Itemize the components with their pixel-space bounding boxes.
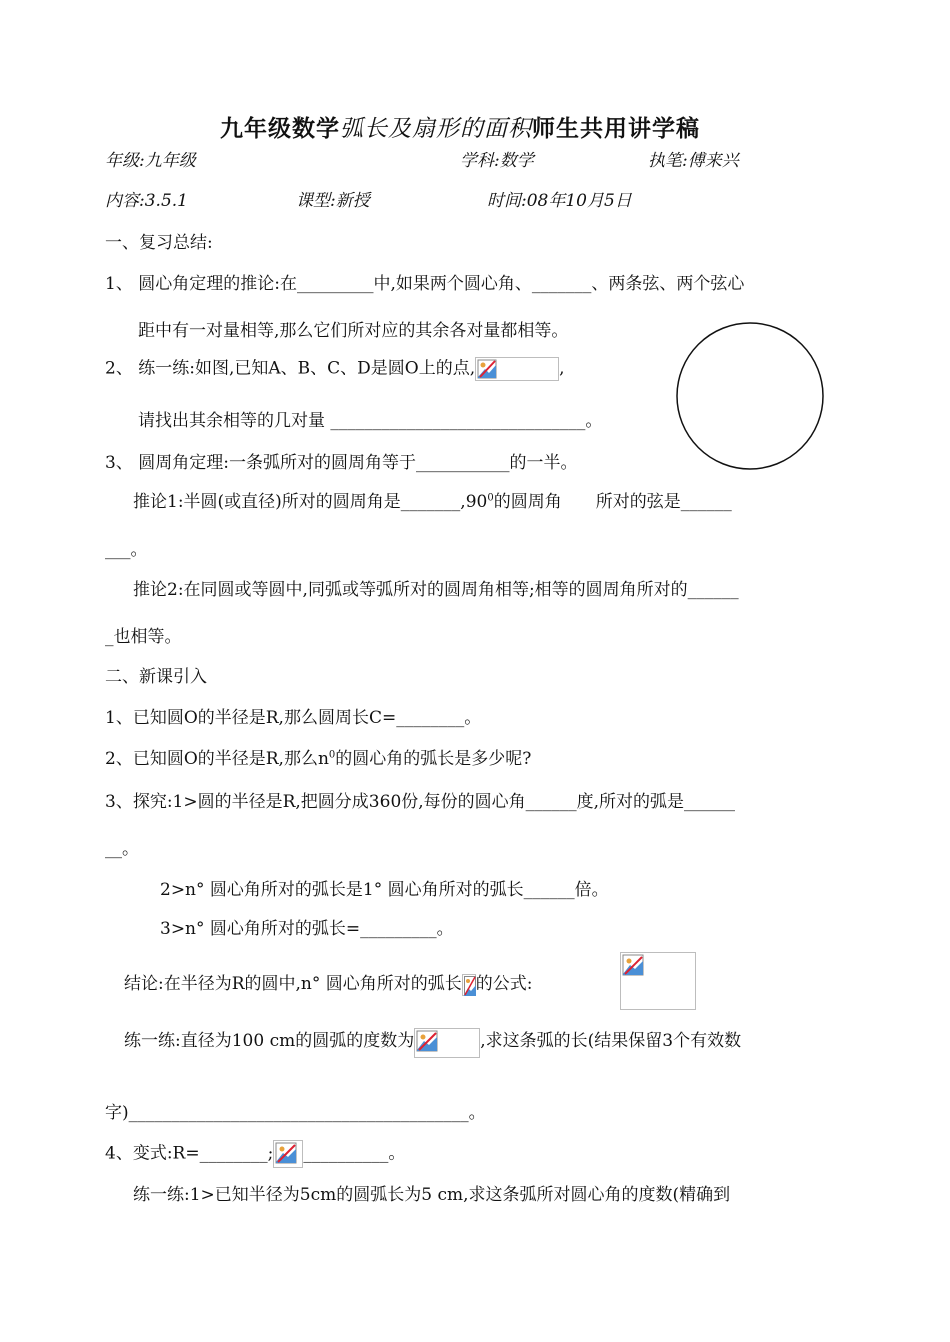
review-q1-line2: 距中有一对量相等,那么它们所对应的其余各对量都相等。: [138, 321, 569, 341]
page-title: 九年级数学弧长及扇形的面积师生共用讲学稿: [220, 115, 700, 142]
review-q2-line1: 2、 练一练:如图,已知A、B、C、D是圆O上的点, ,: [105, 357, 565, 381]
broken-image-icon: [273, 1140, 303, 1168]
newlesson-q3-line1: 3、探究:1>圆的半径是R,把圆分成360份,每份的圆心角______度,所对的弧是______: [105, 792, 736, 812]
broken-image-icon: [475, 357, 559, 381]
review-q3: 3、 圆周角定理:一条弧所对的圆周角等于___________的一半。: [105, 453, 578, 473]
author-label: 执笔:傅来兴: [648, 151, 739, 171]
corollary-2-line1: 推论2:在同圆或等圆中,同弧或等弧所对的圆周角相等;相等的圆周角所对的______: [133, 580, 739, 600]
conclusion-line: 结论:在半径为R的圆中,n° 圆心角所对的弧长 的公式:: [124, 974, 533, 994]
newlesson-q1: 1、已知圆O的半径是R,那么圆周长C=________。: [105, 708, 482, 728]
broken-image-icon: [414, 1028, 480, 1058]
corollary-2-line2: _也相等。: [105, 627, 182, 647]
review-heading: 一、复习总结:: [105, 233, 213, 253]
practice-line1: 练一练:直径为100 cm的圆弧的度数为 ,求这条弧的长(结果保留3个有效数: [124, 1028, 741, 1058]
newlesson-q3-step2: 2>n° 圆心角所对的弧长是1° 圆心角所对的弧长______倍。: [160, 880, 609, 900]
date-label: 时间:08年10月5日: [487, 191, 632, 211]
review-q2-line2: 请找出其余相等的几对量 ______________________________。: [138, 411, 603, 431]
review-q1-line1: 1、 圆心角定理的推论:在_________中,如果两个圆心角、_______、两条弦、两个弦心: [105, 274, 745, 294]
newlesson-q3-line2: __。: [105, 839, 139, 859]
newlesson-q2: 2、已知圆O的半径是R,那么$n^0$的圆心角的弧长是多少呢?: [105, 749, 532, 769]
practice2-line: 练一练:1>已知半径为5cm的圆弧长为5 cm,求这条弧所对圆心角的度数(精确到: [133, 1185, 731, 1205]
corollary-1-line2: ___。: [105, 540, 148, 560]
broken-image-icon: [620, 952, 696, 1010]
broken-image-icon: [462, 974, 476, 996]
variant-line: 4、变式:R=________; __________。: [105, 1140, 405, 1168]
circle-figure: [673, 320, 829, 476]
grade-label: 年级:九年级: [105, 151, 196, 171]
content-label: 内容:3.5.1: [105, 191, 188, 211]
lesson-type-label: 课型:新授: [296, 191, 370, 211]
corollary-1-line1: 推论1:半圆(或直径)所对的圆周角是$\_\_\_\_\_\_\_,90^0$的圆周角 所对的弦是______: [133, 492, 732, 512]
practice-line2: 字)________________________________________。: [105, 1103, 486, 1123]
newlesson-q3-step3: 3>n° 圆心角所对的弧长=_________。: [160, 919, 454, 939]
subject-label: 学科:数学: [460, 151, 534, 171]
newlesson-heading: 二、新课引入: [105, 667, 207, 687]
